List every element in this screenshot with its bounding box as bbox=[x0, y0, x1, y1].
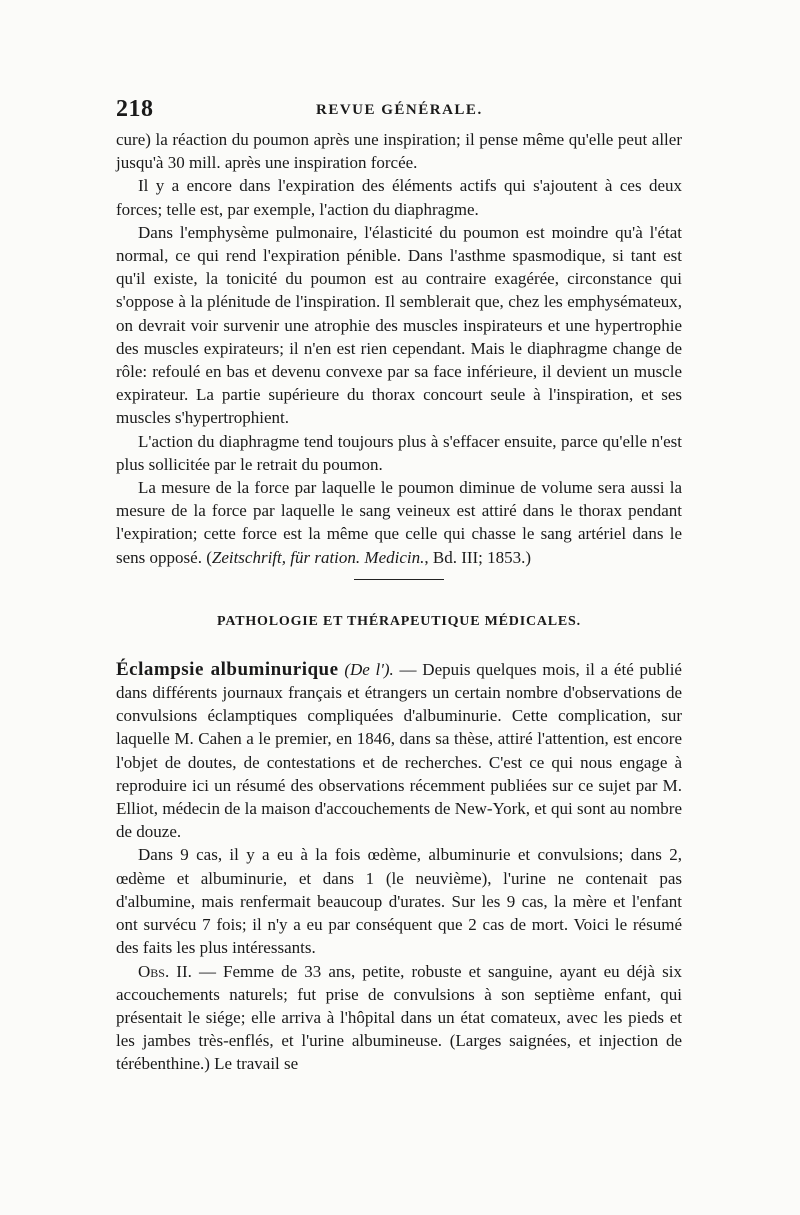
page-number: 218 bbox=[116, 96, 154, 122]
article-intro bbox=[116, 658, 682, 844]
page-header bbox=[116, 96, 682, 126]
section-divider bbox=[354, 579, 444, 580]
observation-text: — Femme de 33 ans, petite, robuste et sanguine, ayant eu déjà six accouchements naturels; fut prise de convulsions à son septième enfant, qui présentait le siége; elle arriva à l'hôpital dans un état comateux, avec les pieds et les jambes très-enflés, et l'urine albumineuse. (Larges saignées, et injection de térébenthine.) Le travail se bbox=[116, 961, 683, 1074]
journal-citation: Zeitschrift, für ration. Medicin. bbox=[211, 547, 425, 567]
paragraph-4: L'action du diaphragme tend toujours plus à s'effacer ensuite, parce qu'elle n'est plus sollicitée par le retrait du poumon. bbox=[116, 431, 682, 474]
citation-tail: , Bd. III; 1853.) bbox=[424, 547, 532, 567]
observation-label: Obs. II. bbox=[138, 961, 192, 981]
article-stats: Dans 9 cas, il y a eu à la fois œdème, albuminurie et convulsions; dans 2, œdème et albuminurie, et dans 1 (le neuvième), l'urine ne contenait pas d'albumine, mais renfermait beaucoup d'urates. Sur les 9 cas, la mère et l'enfant ont survécu 7 fois; il n'y a eu par conséquent que 2 cas de mort. Voici le résumé des faits les plus intéressants. bbox=[116, 845, 682, 958]
section-title: PATHOLOGIE ET THÉRAPEUTIQUE MÉDICALES. bbox=[217, 613, 581, 629]
body-text bbox=[116, 128, 682, 1076]
article-intro-text: — Depuis quelques mois, il a été publié dans différents journaux français et étrangers un certain nombre d'observations de convulsions éclamptiques compliquées d'albuminurie. Cette complication, sur laquelle M. Cahen a le premier, en 1846, dans sa thèse, attiré l'attention, est encore l'objet de doutes, de contestations et de recherches. C'est ce qui nous engage à reproduire ici un résumé des observations récemment publiées sur ce sujet par M. Elliot, médecin de la maison d'accouchements de New-York, et qui sont au nombre de douze. bbox=[116, 659, 682, 842]
running-title: REVUE GÉNÉRALE. bbox=[316, 102, 483, 118]
paragraph-2: Il y a encore dans l'expiration des éléments actifs qui s'ajoutent à ces deux forces; telle est, par exemple, l'action du diaphragme. bbox=[116, 176, 682, 219]
article-heading: Éclampsie albuminurique bbox=[116, 658, 339, 680]
paragraph-3: Dans l'emphysème pulmonaire, l'élasticité du poumon est moindre qu'à l'état normal, ce qui rend l'expiration pénible. Dans l'asthme spasmodique, si tant est qu'il existe, la tonicité du poumon est au contraire exagérée, circonstance qui s'oppose à la plénitude de l'inspiration. Il semblerait que, chez les emphysémateux, on devrait voir survenir une atrophie des muscles inspirateurs et une hypertrophie des muscles expirateurs; il n'en est rien cependant. Mais le diaphragme change de rôle: refoulé en bas et devenu convexe par sa face inférieure, il devient un muscle expirateur. La partie supérieure du thorax concourt seule à l'inspiration, et ses muscles s'hypertrophient. bbox=[116, 222, 682, 428]
paragraph-1: cure) la réaction du poumon après une inspiration; il pense même qu'elle peut aller jusqu'à 30 mill. après une inspiration forcée. bbox=[116, 130, 682, 173]
article-topic: (De l'). bbox=[344, 659, 394, 679]
observation-paragraph bbox=[116, 960, 682, 1076]
paragraph-5 bbox=[116, 476, 682, 569]
paragraph-5-text: La mesure de la force par laquelle le poumon diminue de volume sera aussi la mesure de la force par laquelle le sang veineux est attiré dans le thorax pendant l'expiration; cette force est la même que celle qui chasse le sang artériel dans le sens opposé. ( bbox=[116, 478, 682, 567]
